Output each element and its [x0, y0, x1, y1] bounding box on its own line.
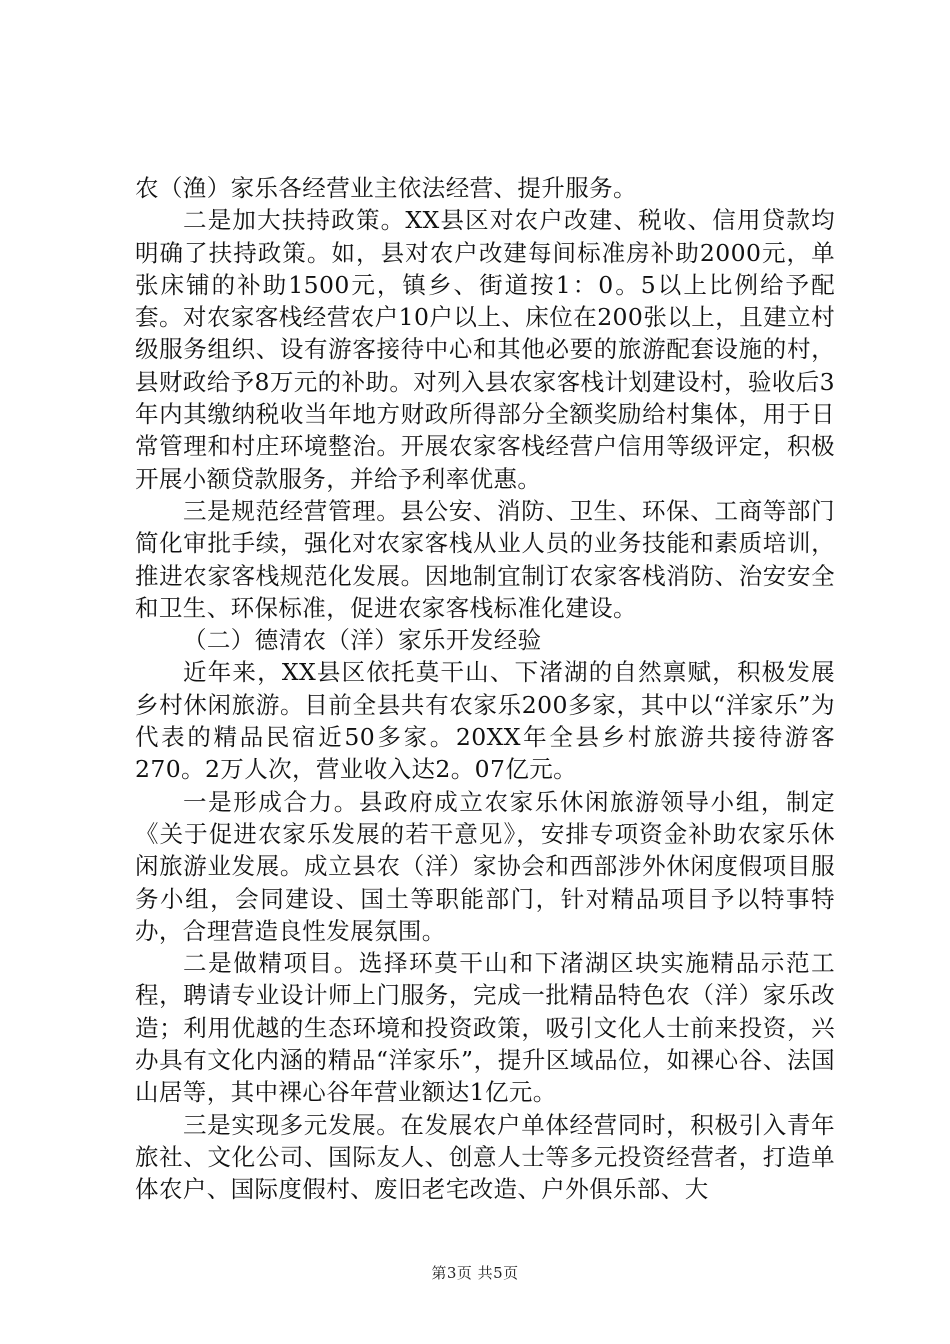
paragraph-intro: 近年来，XX县区依托莫干山、下渚湖的自然禀赋，积极发展乡村休闲旅游。目前全县共有农家乐200多家，其中以“洋家乐”为代表的精品民宿近50多家。20XX年全县乡村旅游共接待游客270。2万人次，营业收入达2。07亿元。	[135, 658, 835, 784]
paragraph-support-policy: 二是加大扶持政策。XX县区对农户改建、税收、信用贷款均明确了扶持政策。如，县对农户改建每间标准房补助2000元，单张床铺的补助1500元，镇乡、街道按1：0。5以上比例给予配套。对农家客栈经营农户10户以上、床位在200张以上，且建立村级服务组织、设有游客接待中心和其他必要的旅游配套设施的村，县财政给予8万元的补助。对列入县农家客栈计划建设村，验收后3年内其缴纳税收当年地方财政所得部分全额奖励给村集体，用于日常管理和村庄环境整治。开展农家客栈经营户信用等级评定，积极开展小额贷款服务，并给予利率优惠。	[135, 206, 835, 493]
paragraph-management: 三是规范经营管理。县公安、消防、卫生、环保、工商等部门简化审批手续，强化对农家客栈从业人员的业务技能和素质培训，推进农家客栈规范化发展。因地制宜制订农家客栈消防、治安安全和卫生、环保标准，促进农家客栈标准化建设。	[135, 496, 835, 622]
section-heading: （二）德清农（洋）家乐开发经验	[183, 626, 542, 655]
paragraph-diversified: 三是实现多元发展。在发展农户单体经营同时，积极引入青年旅社、文化公司、国际友人、创意人士等多元投资经营者，打造单体农户、国际度假村、废旧老宅改造、户外俱乐部、大	[135, 1110, 835, 1204]
page-number-footer: 第3页 共5页	[431, 1264, 519, 1282]
paragraph-projects: 二是做精项目。选择环莫干山和下渚湖区块实施精品示范工程，聘请专业设计师上门服务，完成一批精品特色农（洋）家乐改造；利用优越的生态环境和投资政策，吸引文化人士前来投资，兴办具有文化内涵的精品“洋家乐”，提升区域品位，如裸心谷、法国山居等，其中裸心谷年营业额达1亿元。	[135, 949, 835, 1107]
paragraph-continuation: 农（渔）家乐各经营业主依法经营、提升服务。	[135, 174, 637, 202]
document-body	[135, 172, 835, 1206]
paragraph-synergy: 一是形成合力。县政府成立农家乐休闲旅游领导小组，制定《关于促进农家乐发展的若干意见》，安排专项资金补助农家乐休闲旅游业发展。成立县农（洋）家协会和西部涉外休闲度假项目服务小组，会同建设、国土等职能部门，针对精品项目予以特事特办，合理营造良性发展氛围。	[135, 787, 835, 945]
